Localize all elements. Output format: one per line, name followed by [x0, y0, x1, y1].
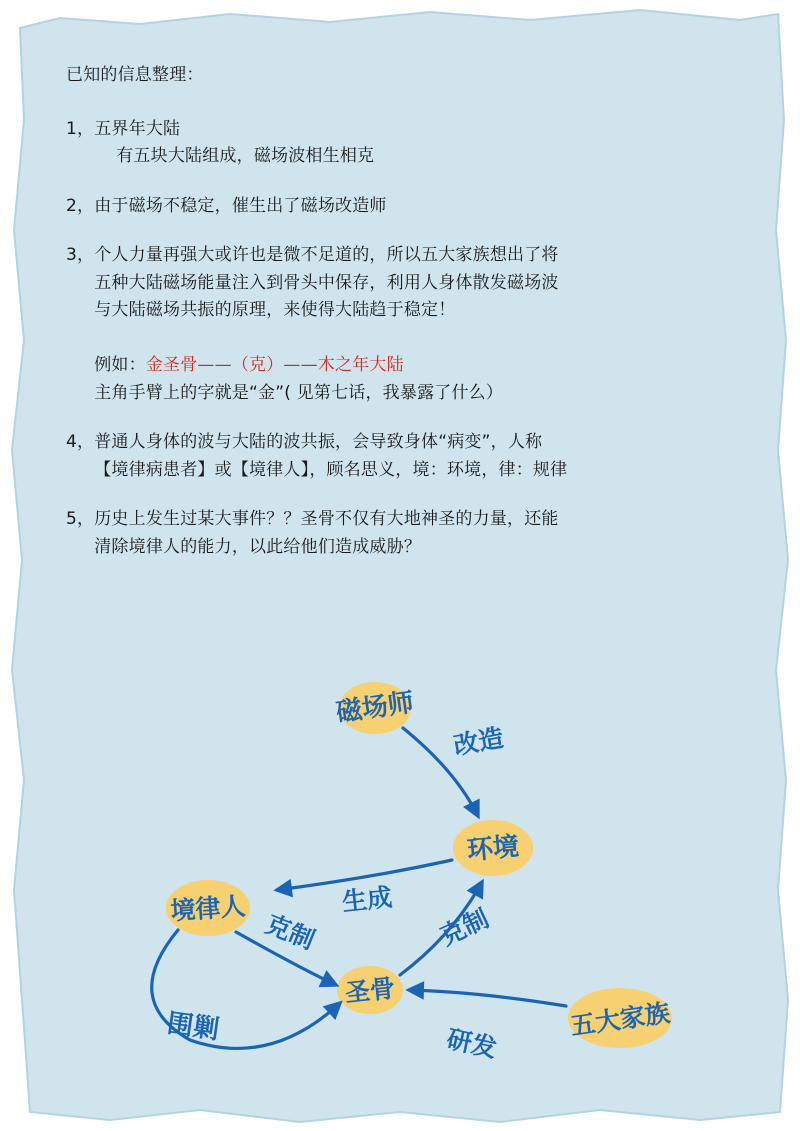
note-item-1-line-1: 五界年大陆 — [94, 118, 181, 139]
node-label-magnetic-engineer: 磁场师 — [334, 687, 416, 729]
note-item-4 — [66, 429, 746, 484]
note-item-3 — [66, 242, 746, 407]
note-item-1-body — [94, 116, 746, 171]
edge-label-restrain-2: 克制 — [435, 903, 494, 952]
note-item-5 — [66, 506, 746, 561]
note-item-5-number: 5， — [66, 509, 95, 530]
note-intro: 已知的信息整理： — [66, 65, 204, 85]
note-example-label: 例如： — [94, 355, 146, 376]
note-item-1 — [66, 116, 746, 171]
node-label-environment: 环境 — [465, 831, 521, 867]
note-item-3-example — [94, 328, 746, 408]
note-item-2-number: 2， — [66, 195, 95, 216]
node-label-holy-bone: 圣骨 — [343, 973, 397, 1008]
note-item-3-body — [94, 242, 746, 407]
note-item-4-line-1: 普通人身体的波与大陆的波共振，会导致身体“病变”，人称 — [94, 432, 543, 453]
note-item-2-body — [94, 193, 746, 221]
note-item-2-line-1: 由于磁场不稳定，催生出了磁场改造师 — [94, 195, 387, 216]
note-example-line-1 — [94, 352, 746, 380]
edge-label-transform: 改造 — [451, 723, 506, 761]
edge-fivefamilies-to-holybone — [409, 990, 566, 1006]
note-item-3-line-1: 个人力量再强大或许也是微不足道的，所以五大家族想出了将 — [94, 245, 559, 266]
note-item-3-line-3: 与大陆磁场共振的原理，来使得大陆趋于稳定！ — [94, 300, 456, 321]
note-item-1-number: 1， — [66, 118, 95, 139]
note-item-4-line-2: 【境律病患者】或【境律人】，顾名思义，境：环境，律：规律 — [94, 459, 568, 480]
note-example-red-text: 金圣骨——（克）——木之年大陆 — [145, 355, 404, 376]
relationship-diagram — [0, 640, 800, 1100]
note-item-3-number: 3， — [66, 245, 95, 266]
node-label-jinglv-person: 境律人 — [169, 891, 247, 926]
edge-label-generate: 生成 — [340, 882, 394, 917]
node-label-five-families: 五大家族 — [568, 998, 672, 1041]
edge-label-siege: 围剿 — [165, 1008, 221, 1046]
note-item-5-line-2: 清除境律人的能力，以此给他们造成威胁？ — [94, 536, 422, 557]
edge-label-research: 研发 — [444, 1024, 500, 1064]
note-item-5-line-1: 历史上发生过某大事件？？圣骨不仅有大地神圣的力量，还能 — [94, 509, 559, 530]
edge-label-restrain-1: 克制 — [261, 909, 319, 955]
note-item-4-number: 4， — [66, 432, 95, 453]
note-example-line-2: 主角手臂上的字就是“金”( 见第七话，我暴露了什么） — [94, 382, 504, 403]
note-item-2 — [66, 193, 746, 221]
note-item-5-body — [94, 506, 746, 561]
note-item-3-line-2: 五种大陆磁场能量注入到骨头中保存，利用人身体散发磁场波 — [94, 272, 559, 293]
note-item-4-body — [94, 429, 746, 484]
note-item-1-line-2: 有五块大陆组成，磁场波相生相克 — [116, 146, 375, 167]
note-text-block — [66, 62, 746, 583]
